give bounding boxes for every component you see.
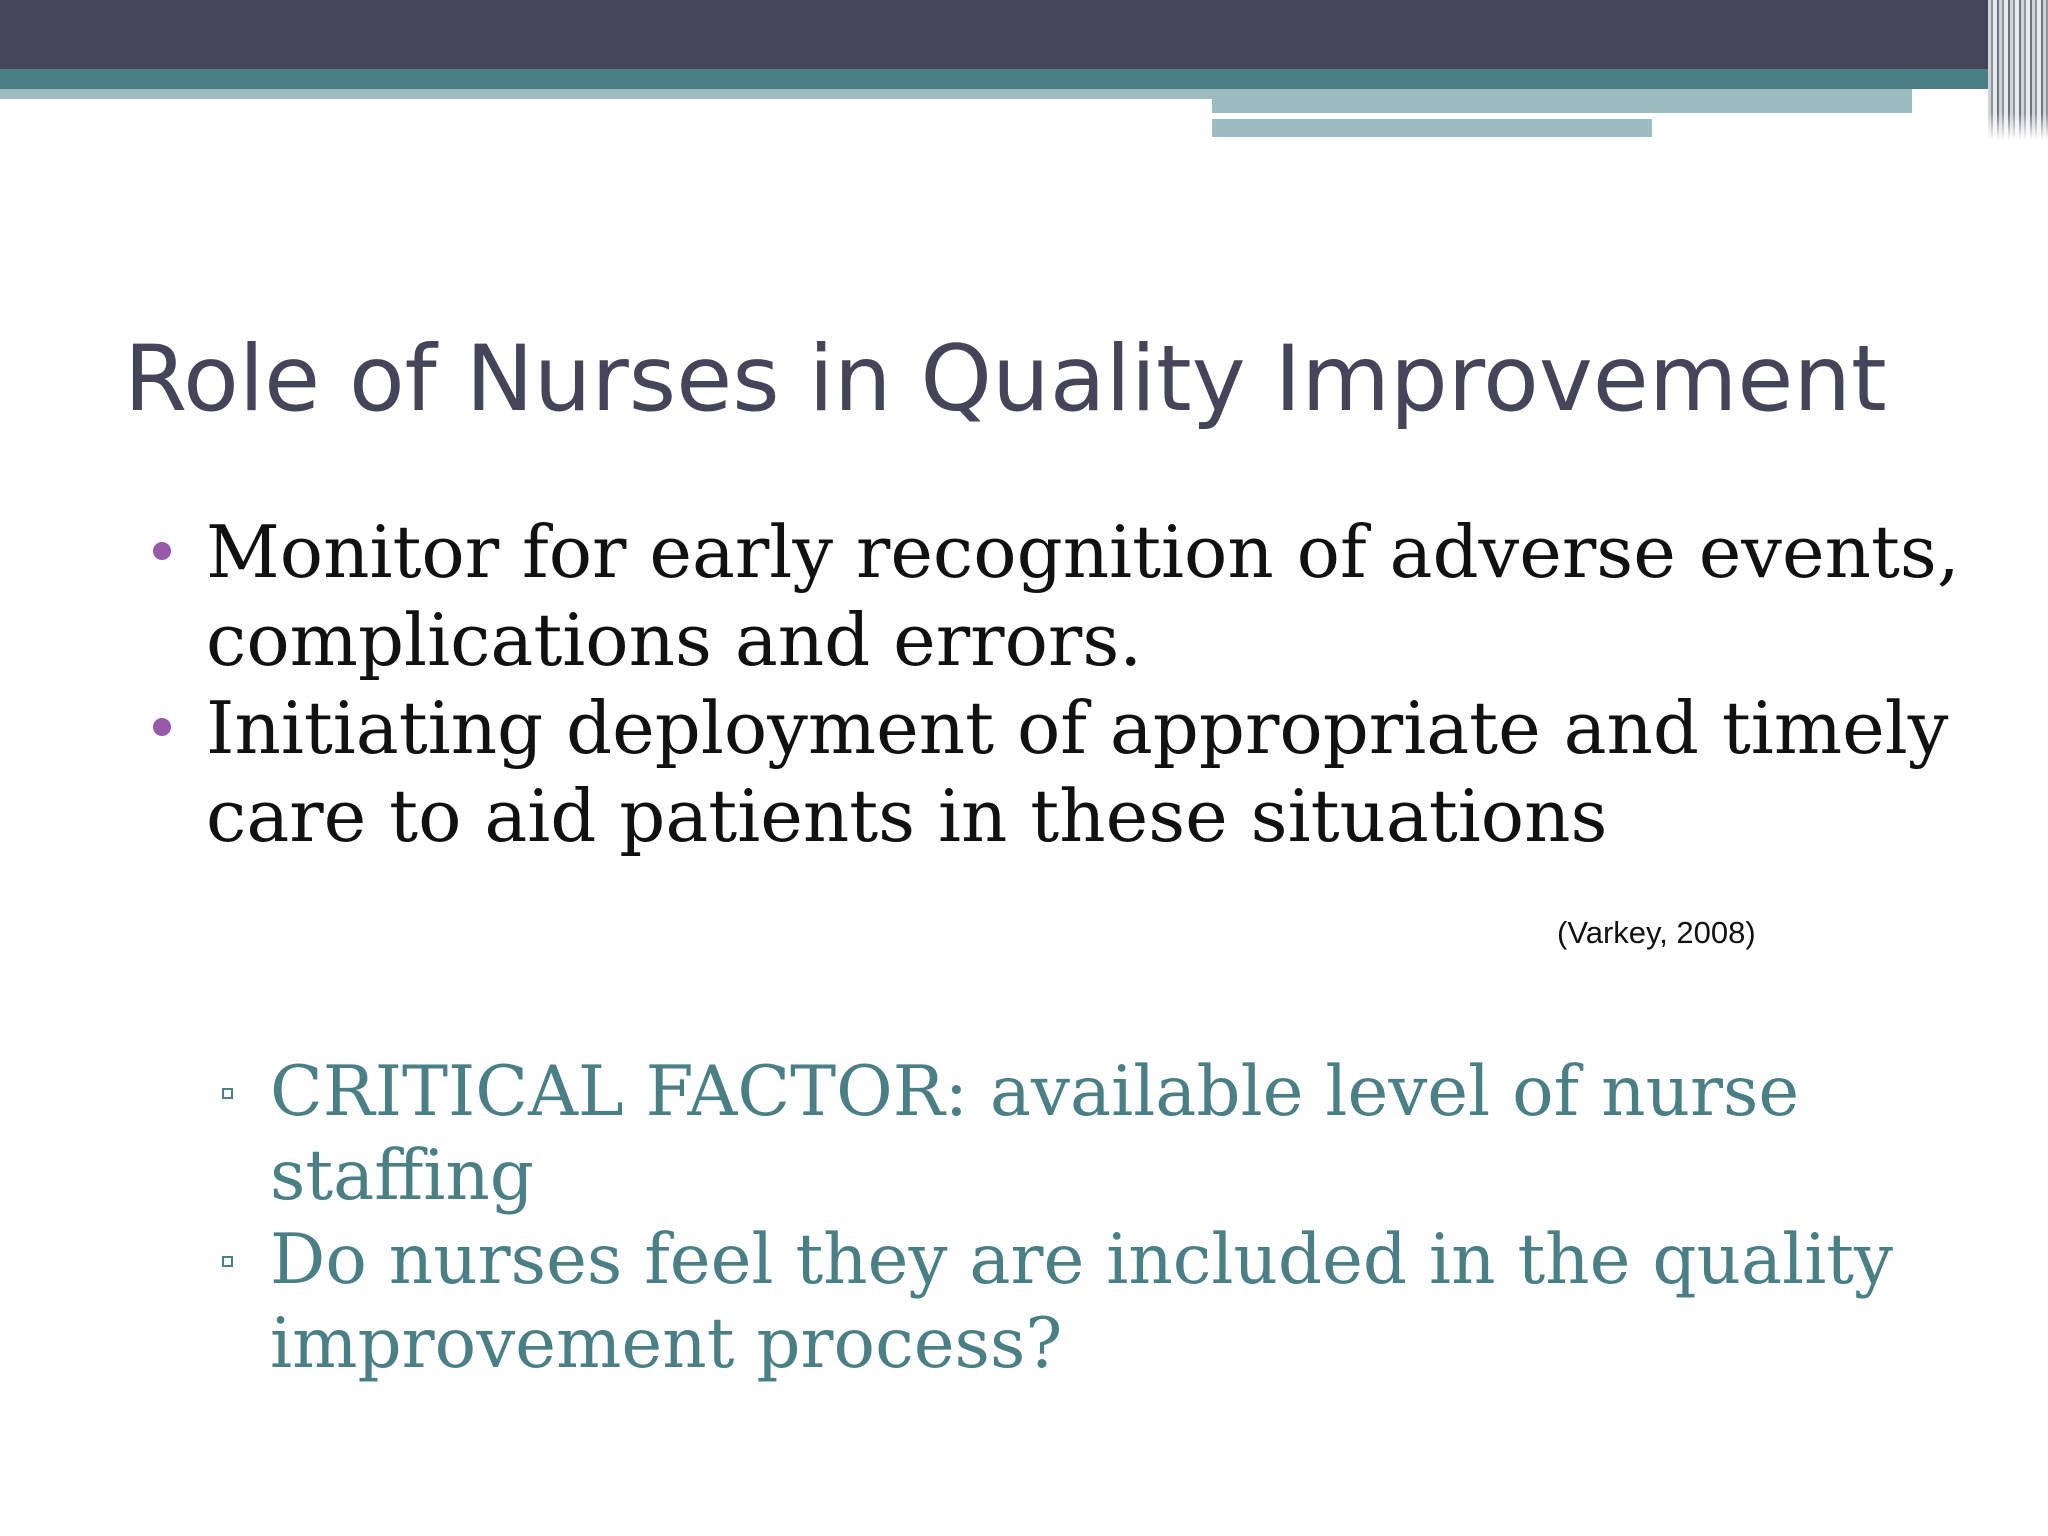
- hollow-square-bullet-icon: [222, 1088, 233, 1099]
- header-light-band-right-lower: [1212, 119, 1652, 137]
- bullet-text: Initiating deployment of appropriate and timely care to aid patients in these situations: [206, 686, 1949, 858]
- sub-bullet-text: Do nurses feel they are included in the quality improvement process?: [270, 1220, 1893, 1384]
- header-light-band-right: [1212, 89, 1912, 113]
- hollow-square-bullet-icon: [222, 1256, 233, 1267]
- purple-dot-bullet-icon: [153, 718, 171, 736]
- header-stripes-fade: [1988, 113, 2048, 140]
- citation: (Varkey, 2008): [1557, 915, 1756, 950]
- sub-bullet-item: [214, 1218, 1994, 1386]
- header-dark-band: [0, 0, 2048, 69]
- header-light-band-left: [0, 89, 1212, 99]
- bullet-item: [140, 508, 1980, 684]
- bullet-item: [140, 684, 1980, 860]
- sub-bullet-item: [214, 1050, 1994, 1218]
- header-teal-band: [0, 69, 2048, 89]
- purple-dot-bullet-icon: [153, 542, 171, 560]
- sub-bullet-list: [214, 1050, 1994, 1386]
- sub-bullet-text: CRITICAL FACTOR: available level of nurse staffing: [270, 1052, 1800, 1216]
- bullet-text: Monitor for early recognition of adverse events, complications and errors.: [206, 510, 1960, 682]
- main-bullet-list: [140, 508, 1980, 860]
- slide-title: Role of Nurses in Quality Improvement: [124, 327, 1887, 432]
